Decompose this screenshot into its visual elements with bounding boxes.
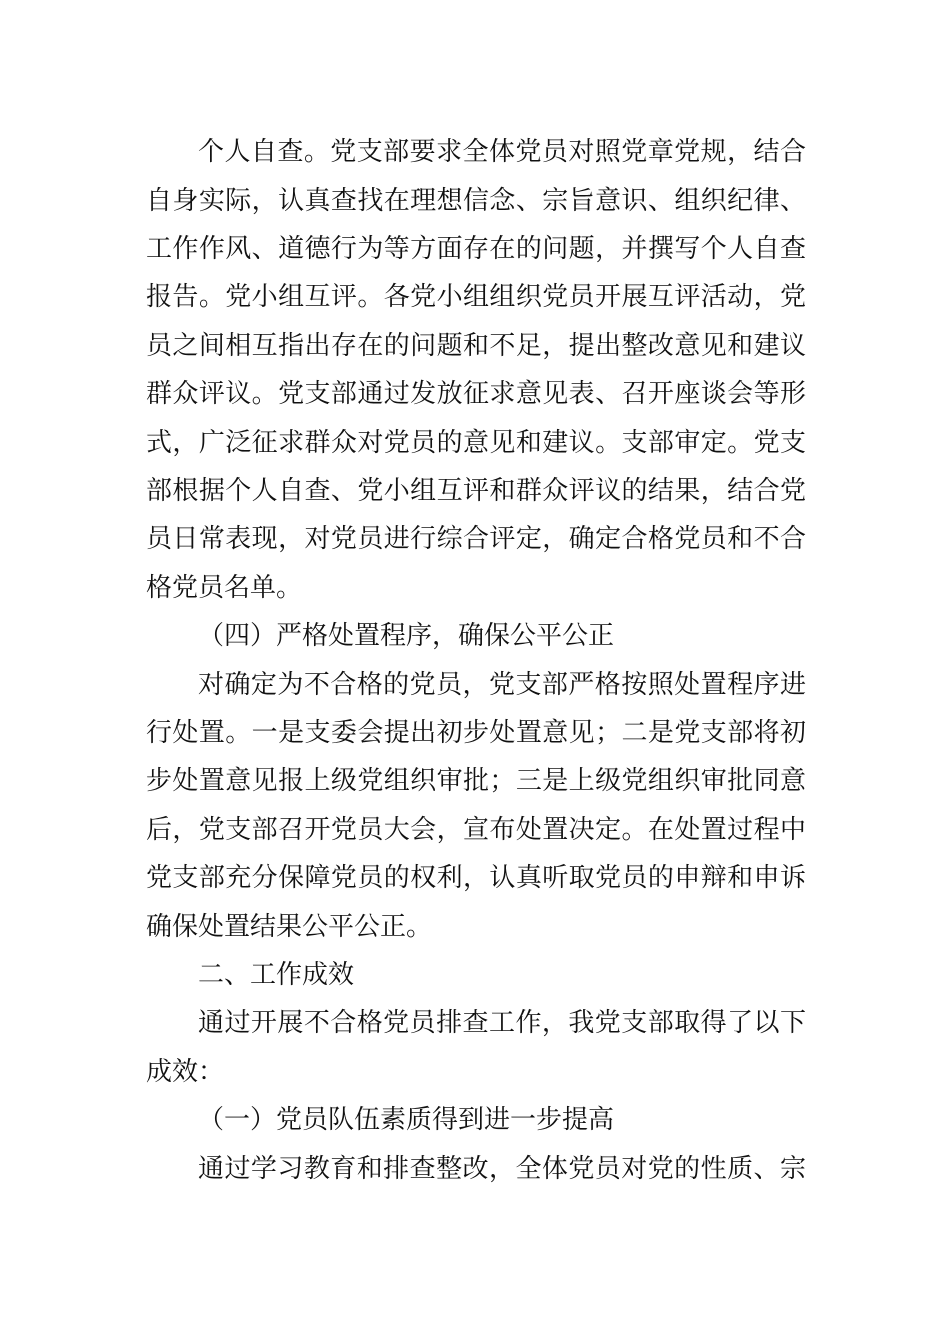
paragraph-line: 对确定为不合格的党员，党支部严格按照处置程序进 (198, 670, 806, 700)
paragraph-line: 群众评议。党支部通过发放征求意见表、召开座谈会等形 (146, 379, 806, 409)
paragraph-line: 后，党支部召开党员大会，宣布处置决定。在处置过程中 (146, 815, 806, 845)
paragraph-line: 成效： (146, 1057, 225, 1087)
paragraph-line: 部根据个人自查、党小组互评和群众评议的结果，结合党 (146, 476, 806, 506)
paragraph-line: 通过开展不合格党员排查工作，我党支部取得了以下 (198, 1008, 806, 1038)
paragraph-line: 通过学习教育和排查整改，全体党员对党的性质、宗 (198, 1154, 806, 1184)
paragraph-line: 个人自查。党支部要求全体党员对照党章党规，结合 (198, 137, 806, 167)
paragraph-line: 员之间相互指出存在的问题和不足，提出整改意见和建议 (146, 331, 806, 361)
paragraph-line: 格党员名单。 (146, 573, 303, 603)
paragraph-line: 步处置意见报上级党组织审批；三是上级党组织审批同意 (146, 766, 806, 796)
paragraph-line: 自身实际，认真查找在理想信念、宗旨意识、组织纪律、 (146, 186, 806, 216)
section-heading: 二、工作成效 (198, 960, 355, 990)
section-heading: （一）党员队伍素质得到进一步提高 (198, 1105, 615, 1135)
paragraph-line: 式，广泛征求群众对党员的意见和建议。支部审定。党支 (146, 428, 806, 458)
paragraph-line: 确保处置结果公平公正。 (146, 912, 433, 942)
paragraph-line: 工作作风、道德行为等方面存在的问题，并撰写个人自查 (146, 234, 806, 264)
paragraph-line: 报告。党小组互评。各党小组组织党员开展互评活动，党 (146, 282, 806, 312)
paragraph-line: 员日常表现，对党员进行综合评定，确定合格党员和不合 (146, 524, 806, 554)
section-heading: （四）严格处置程序，确保公平公正 (198, 621, 615, 651)
paragraph-line: 行处置。一是支委会提出初步处置意见；二是党支部将初 (146, 718, 806, 748)
paragraph-line: 党支部充分保障党员的权利，认真听取党员的申辩和申诉 (146, 863, 806, 893)
